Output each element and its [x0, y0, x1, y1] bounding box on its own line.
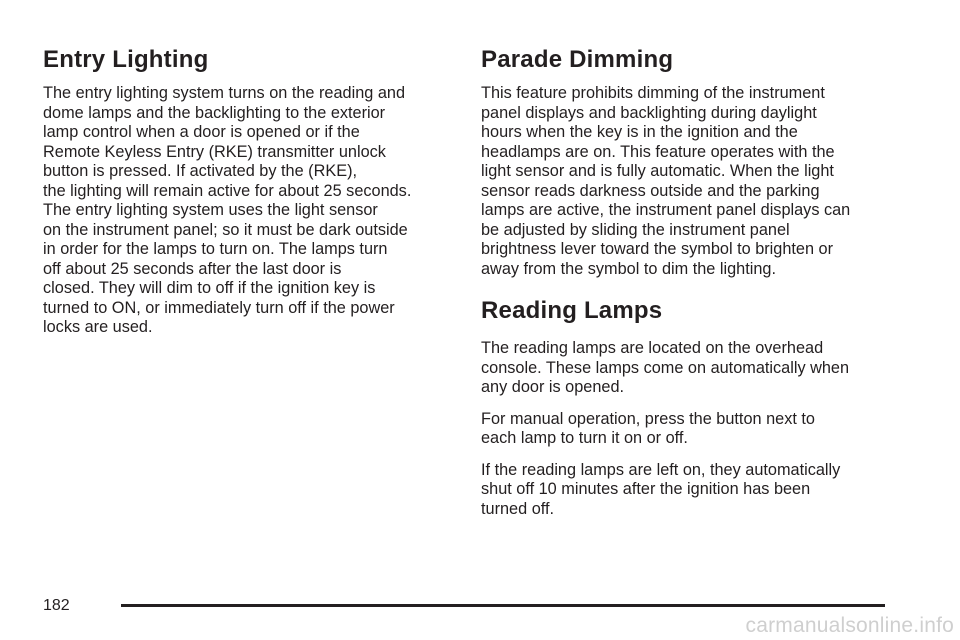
text-line: locks are used.: [43, 318, 153, 336]
parade-dimming-text: [481, 84, 901, 279]
footer-divider: [121, 604, 885, 607]
text-line: headlamps are on. This feature operates with the: [481, 142, 835, 161]
text-line: away from the symbol to dim the lighting.: [481, 259, 777, 278]
entry-lighting-heading: Entry Lighting: [43, 46, 209, 73]
text-line: on the instrument panel; so it must be dark outside: [43, 220, 408, 239]
text-line: shut off 10 minutes after the ignition has been: [481, 480, 811, 498]
reading-lamps-heading: Reading Lamps: [481, 297, 663, 324]
reading-lamps-paragraph-2: [481, 410, 901, 449]
text-line: Remote Keyless Entry (RKE) transmitter unlock: [43, 142, 386, 161]
text-line: The reading lamps are located on the overhead: [481, 339, 824, 357]
text-line: in order for the lamps to turn on. The lamps turn: [43, 240, 388, 258]
text-line: hours when the key is in the ignition and the: [481, 123, 798, 141]
text-line: closed. They will dim to off if the ignition key is: [43, 279, 376, 297]
text-line: any door is opened.: [481, 378, 625, 396]
parade-dimming-heading: Parade Dimming: [481, 46, 674, 73]
text-line: The entry lighting system uses the light sensor: [43, 201, 378, 219]
text-line: be adjusted by sliding the instrument panel: [481, 220, 790, 239]
text-line: The entry lighting system turns on the reading and: [43, 84, 406, 102]
page-number: 182: [43, 597, 70, 614]
text-line: the lighting will remain active for about 25 seconds.: [43, 181, 412, 200]
text-line: sensor reads darkness outside and the parking: [481, 181, 820, 200]
text-line: turned off.: [481, 499, 555, 518]
text-line: console. These lamps come on automatically when: [481, 358, 850, 377]
text-line: For manual operation, press the button next to: [481, 409, 815, 428]
text-line: brightness lever toward the symbol to brighten or: [481, 240, 834, 258]
text-line: off about 25 seconds after the last door is: [43, 259, 342, 278]
left-column: [43, 0, 455, 338]
text-line: turned to ON, or immediately turn off if the power: [43, 298, 395, 317]
reading-lamps-paragraph-1: [481, 339, 901, 398]
text-line: lamps are active, the instrument panel displays can: [481, 201, 851, 219]
reading-lamps-paragraph-3: [481, 461, 901, 520]
text-line: lamp control when a door is opened or if the: [43, 123, 360, 141]
watermark-text: carmanualsonline.info: [745, 614, 954, 637]
text-line: If the reading lamps are left on, they automatically: [481, 460, 841, 479]
text-line: light sensor and is fully automatic. When the light: [481, 162, 834, 180]
text-line: This feature prohibits dimming of the instrument: [481, 84, 825, 102]
text-line: dome lamps and the backlighting to the exterior: [43, 103, 386, 122]
text-line: each lamp to turn it on or off.: [481, 429, 688, 447]
text-line: panel displays and backlighting during daylight: [481, 103, 817, 122]
entry-lighting-text: [43, 84, 455, 338]
text-line: button is pressed. If activated by the (RKE),: [43, 162, 358, 180]
right-column: [481, 0, 901, 519]
